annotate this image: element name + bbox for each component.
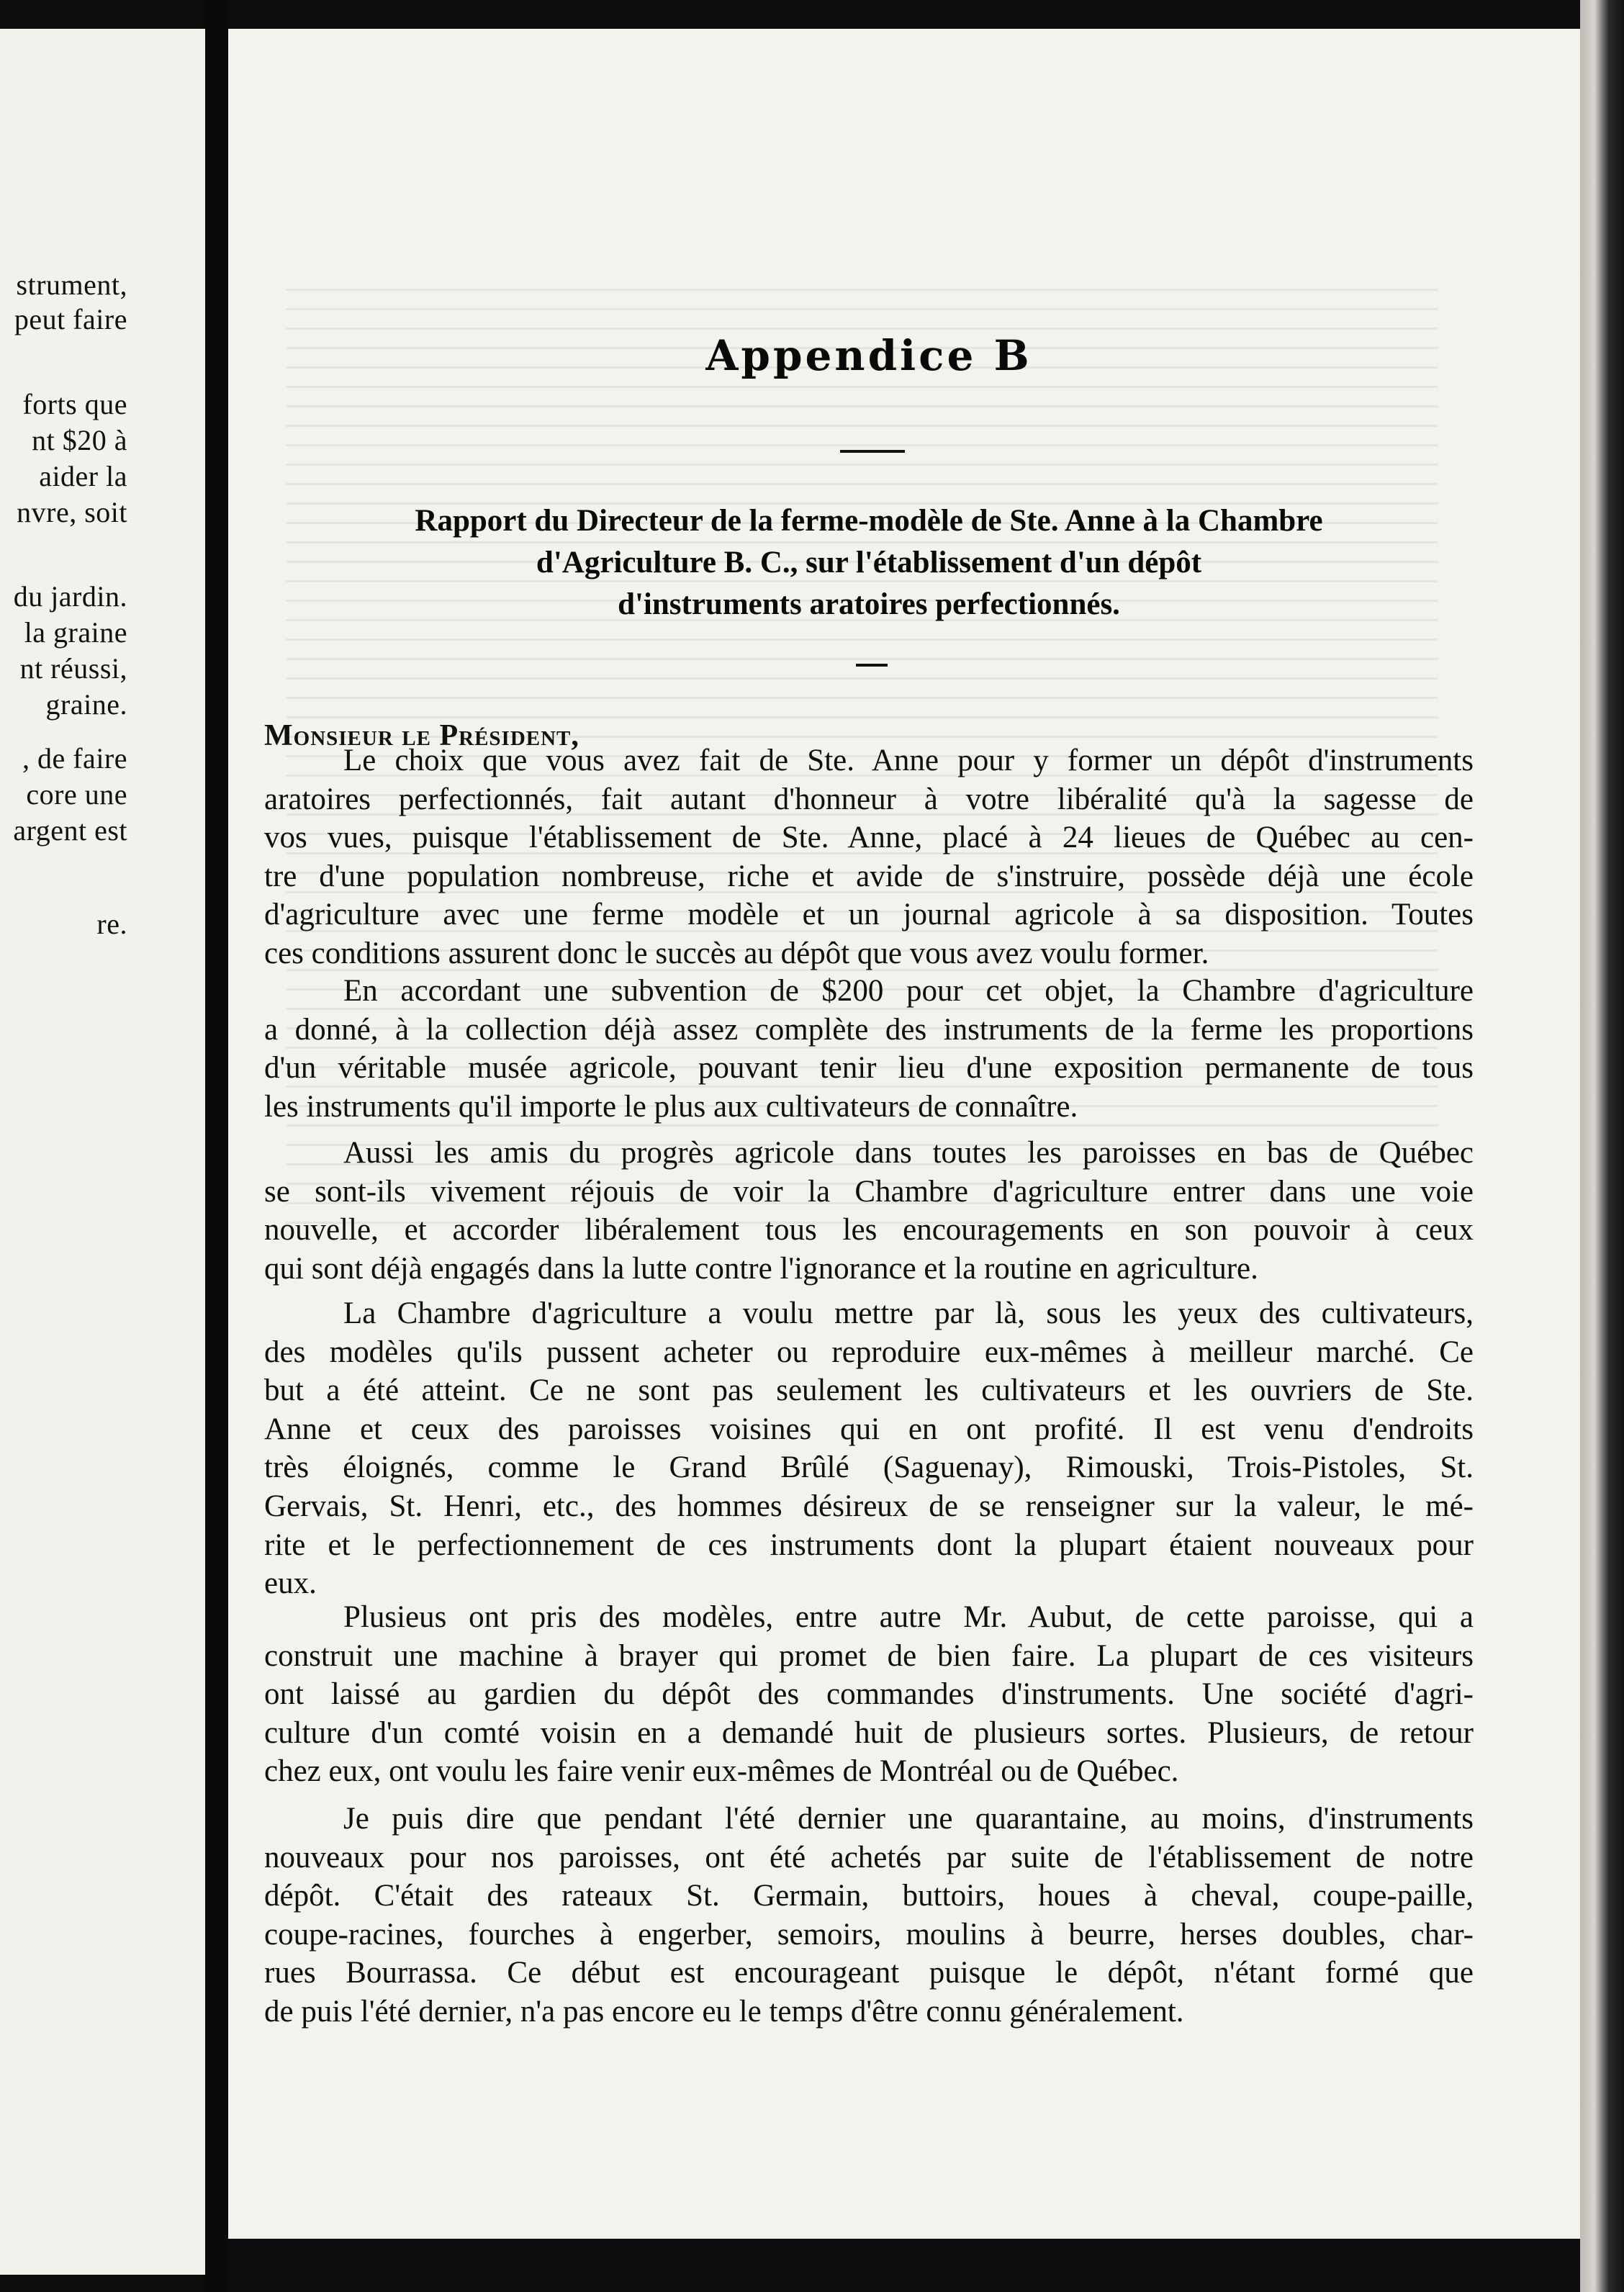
report-title-line: d'Agriculture B. C., sur l'établissement d'un dépôt (536, 546, 1202, 579)
paragraph-line: ont laissé au gardien du dépôt des commandes d'instruments. Une société d'agri- (264, 1677, 1474, 1712)
salutation: Monsieur le Président, (264, 719, 579, 752)
left-page-line: du jardin. (13, 580, 127, 613)
paragraph-line: très éloignés, comme le Grand Brûlé (Saguenay), Rimouski, Trois-Pistoles, St. (264, 1450, 1474, 1485)
report-title-line: Rapport du Directeur de la ferme-modèle de Ste. Anne à la Chambre (415, 504, 1323, 538)
left-page-line: nt $20 à (32, 424, 127, 456)
paragraph-line: Gervais, St. Henri, etc., des hommes désireux de se renseigner sur la valeur, le mé- (264, 1489, 1474, 1523)
left-page-line: forts que (22, 388, 127, 420)
paragraph-line: dépôt. C'était des rateaux St. Germain, buttoirs, houes à cheval, coupe-paille, (264, 1879, 1474, 1913)
left-page-line: peut faire (14, 303, 127, 335)
paragraph-line: Le choix que vous avez fait de Ste. Anne pour y former un dépôt d'instruments (343, 744, 1474, 777)
paragraph (264, 1800, 1474, 2031)
paragraph-line: se sont-ils vivement réjouis de voir la Chambre d'agriculture entrer dans une voie (264, 1174, 1474, 1209)
main-page (228, 29, 1580, 2239)
paragraph-line: des modèles qu'ils pussent acheter ou reproduire eux-mêmes à meilleur marché. Ce (264, 1335, 1474, 1369)
section-rule (856, 664, 888, 667)
paragraph-line: eux. (264, 1566, 317, 1601)
paragraph-line: de puis l'été dernier, n'a pas encore eu le temps d'être connu généralement. (264, 1994, 1184, 2029)
paragraph-line: qui sont déjà engagés dans la lutte contre l'ignorance et la routine en agriculture. (264, 1251, 1258, 1286)
paragraph-line: coupe-racines, fourches à engerber, semoirs, moulins à beurre, herses doubles, char- (264, 1917, 1474, 1952)
left-page-line: argent est (13, 814, 127, 847)
paragraph-line: Anne et ceux des paroisses voisines qui en ont profité. Il est venu d'endroits (264, 1412, 1474, 1446)
paragraph-line: aratoires perfectionnés, fait autant d'honneur à votre libéralité qu'à la sagesse de (264, 782, 1474, 816)
paragraph-line: but a été atteint. Ce ne sont pas seulement les cultivateurs et les ouvriers de Ste. (264, 1373, 1474, 1408)
left-page-line: , de faire (22, 742, 127, 775)
paragraph-line: nouvelle, et accorder libéralement tous les encouragements en son pouvoir à ceux (264, 1213, 1474, 1247)
paragraph (264, 1134, 1474, 1288)
left-page-line: re. (96, 908, 127, 940)
paragraph-line: a donné, à la collection déjà assez complète des instruments de la ferme les proportions (264, 1012, 1474, 1047)
left-page-line: graine. (45, 688, 127, 721)
paragraph-line: vos vues, puisque l'établissement de Ste. Anne, placé à 24 lieues de Québec au cen- (264, 821, 1474, 855)
paragraph-line: rues Bourrassa. Ce début est encourageant puisque le dépôt, n'étant formé que (264, 1956, 1474, 1990)
left-page-line: nt réussi, (19, 652, 127, 685)
left-page-line: aider la (39, 460, 127, 492)
paragraph-line: d'agriculture avec une ferme modèle et un journal agricole à sa disposition. Toutes (264, 898, 1474, 932)
left-page-line: nvre, soit (17, 496, 127, 528)
paragraph (264, 972, 1474, 1126)
paragraph-line: rite et le perfectionnement de ces instruments dont la plupart étaient nouveaux pour (264, 1528, 1474, 1562)
page-edge (1580, 0, 1624, 2292)
left-page-line: strument, (16, 269, 127, 301)
report-title (264, 500, 1474, 626)
paragraph-line: nouveaux pour nos paroisses, ont été achetés par suite de l'établissement de notre (264, 1840, 1474, 1874)
paragraph-line: chez eux, ont voulu les faire venir eux-mêmes de Montréal ou de Québec. (264, 1754, 1179, 1789)
paragraph (264, 1598, 1474, 1791)
paragraph-line: tre d'une population nombreuse, riche et avide de s'instruire, possède déjà une école (264, 859, 1474, 893)
paragraph-line: En accordant une subvention de $200 pour cet objet, la Chambre d'agriculture (343, 974, 1474, 1008)
paragraph-line: Je puis dire que pendant l'été dernier une quarantaine, au moins, d'instruments (343, 1802, 1474, 1836)
left-facing-page (0, 29, 205, 2275)
paragraph-line: culture d'un comté voisin en a demandé huit de plusieurs sortes. Plusieurs, de retour (264, 1715, 1474, 1750)
appendix-title: Appendice B (705, 331, 1032, 380)
paragraph-line: Aussi les amis du progrès agricole dans toutes les paroisses en bas de Québec (343, 1136, 1474, 1170)
paragraph-line: La Chambre d'agriculture a voulu mettre par là, sous les yeux des cultivateurs, (343, 1296, 1474, 1330)
paragraph-line: Plusieus ont pris des modèles, entre autre Mr. Aubut, de cette paroisse, qui a (343, 1600, 1474, 1634)
paragraph (264, 1294, 1474, 1603)
report-title-line: d'instruments aratoires perfectionnés. (618, 587, 1120, 621)
paragraph-line: construit une machine à brayer qui promet de bien faire. La plupart de ces visiteurs (264, 1638, 1474, 1673)
paragraph (264, 741, 1474, 973)
paragraph-line: ces conditions assurent donc le succès au dépôt que vous avez voulu former. (264, 936, 1209, 970)
title-rule (840, 450, 905, 453)
left-page-line: core une (26, 778, 127, 811)
left-page-line: la graine (24, 616, 127, 649)
page-gutter (205, 0, 228, 2292)
paragraph-line: d'un véritable musée agricole, pouvant tenir lieu d'une exposition permanente de tous (264, 1051, 1474, 1086)
paragraph-line: les instruments qu'il importe le plus aux cultivateurs de connaître. (264, 1089, 1078, 1124)
